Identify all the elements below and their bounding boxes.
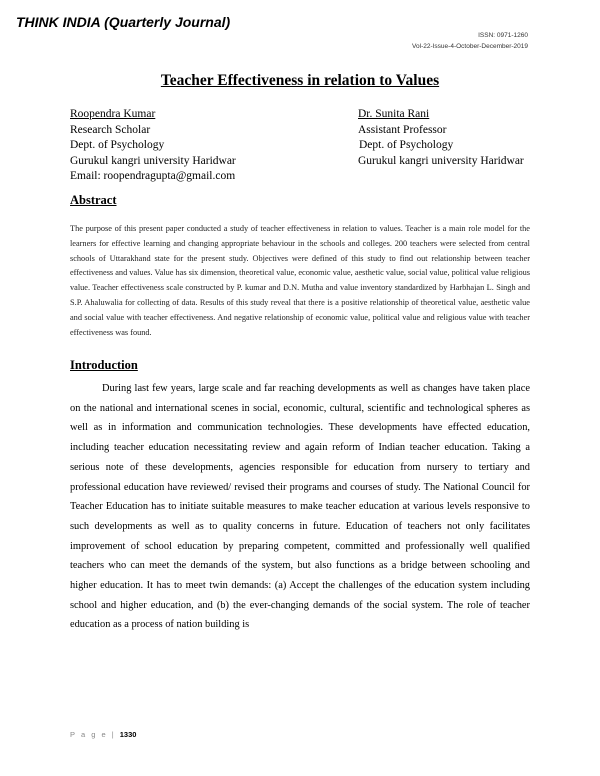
abstract-heading: Abstract xyxy=(70,193,117,207)
author-role: Assistant Professor xyxy=(358,123,447,136)
author-role: Research Scholar xyxy=(70,123,151,136)
author-email: Email: roopendragupta@gmail.com xyxy=(70,170,236,182)
page-footer xyxy=(70,730,136,739)
author-block-2 xyxy=(358,107,524,169)
page-number: 1330 xyxy=(119,730,137,739)
abstract-text: The purpose of this present paper conducted a study of teacher effectiveness in relation to values. Teacher is a main role model for the learners for effective learning and changing appropriate behaviour in the schools and colleges. 200 teachers were selected from central schools of Uttarakhand state for the present study. Objectives were defined of this study to find out relationship between teacher effectiveness and values. Value has six dimension, theoretical value, economic value, aesthetic value, social value, political value religious value. Teacher effectiveness scale constructed by P. kumar and D.N. Mutha and value inventory standardized by Harbhajan L. Singh and S.P. Ahaluwalia for collecting of data. Results of this study reveal that there is a positive relationship of theoretical value, aesthetic value and social value with teacher effectiveness. And negative relationship of economic value, political value and religious value with teacher effectiveness was found. xyxy=(70,224,530,337)
introduction-text: During last few years, large scale and far reaching developments as well as changes have taken place on the national and international scenes in social, economic, cultural, scientific and technological spheres as well as in information and communication technologies. These developments have effected education, including teacher education necessitating review and again reform of Indian teacher education. Taking a serious note of these developments, agencies responsible for education from nursery to tertiary and professional education have reviewed/ revised their programs and courses of study. The National Council for Teacher Education has to initiate suitable measures to make teacher education at various levels responsive to such developments as well as to quality concerns in future. Education of teachers not only facilitates improvement of school education by preparing competent, committed and professionally well qualified teachers who can meet the demands of the system, but also functions as a bridge between schooling and higher education. It has to meet twin demands: (a) Accept the challenges of the education system including school and higher education, and (b) the ever-changing demands of the social system. The role of teacher education as a process of nation building is xyxy=(70,383,530,631)
author-dept: Dept. of Psychology xyxy=(70,139,165,151)
author-name: Dr. Sunita Rani xyxy=(358,108,430,120)
author-institution: Gurukul kangri university Haridwar xyxy=(358,154,524,167)
author-name: Roopendra Kumar xyxy=(70,108,156,120)
author-dept: Dept. of Psychology xyxy=(359,139,454,151)
page-label: P a g e | xyxy=(70,730,116,739)
paper-title: Teacher Effectiveness in relation to Values xyxy=(160,72,440,89)
introduction-heading: Introduction xyxy=(70,358,138,372)
author-block-1 xyxy=(70,107,236,185)
issn: ISSN: 0971-1260 xyxy=(478,32,528,39)
volume-info: Vol-22-Issue-4-October-December-2019 xyxy=(412,43,528,50)
journal-title: THINK INDIA (Quarterly Journal) xyxy=(16,14,231,30)
author-institution: Gurukul kangri university Haridwar xyxy=(70,154,236,167)
